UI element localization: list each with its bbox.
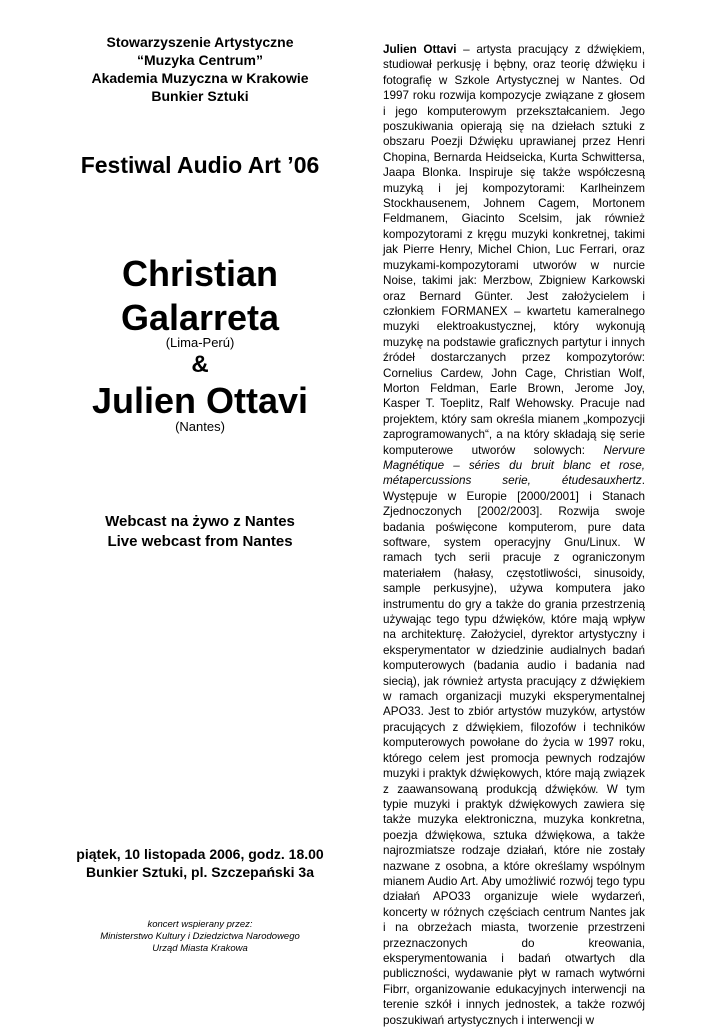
- organizers-block: [40, 33, 360, 105]
- artist-one-first-name: Christian: [121, 253, 279, 294]
- organizer-line-1: Stowarzyszenie Artystyczne: [106, 34, 294, 50]
- webcast-line-english: Live webcast from Nantes: [107, 533, 293, 550]
- bio-artist-name: Julien Ottavi: [383, 43, 457, 56]
- biography-column: [383, 42, 645, 1027]
- bio-text-part-1: – artysta pracujący z dźwiękiem, studiował perkusję i bębny, oraz teorię dźwięku i fotografię w Szkole Artystycznej w Nantes. Od 1997 roku rozwija kompozycje związane z głosem i jego komputerowym przekształcaniem. Jego poszukiwania opierają się na dziełach sztuki z obszaru Poezji Dźwięku uprawianej przez Henri Chopina, Bernarda Heidseicka, Kurta Schwittersa, Jaapa Blonka. Inspiruje się także współczesną muzyką i jej kompozytorami: Karlheinzem Stockhausenem, Johnem Cagem, Mortonem Feldmanem, Giacinto Scelsim, jak również kompozytorami z kręgu muzyki konkretnej, takimi jak Pierre Henry, Michel Chion, Luc Ferrari, oraz muzykami-kompozytorami utworów w nurcie Noise, takimi jak: Merzbow, Zbigniew Karkowski oraz Bernard Günter. Jest założycielem i członkiem FORMANEX – kwartetu kameralnego muzyki elektroakustycznej, który wykonują muzykę na podstawie graficznych partytur i innych źródeł dostarczanych przez kompozytorów: Cornelius Cardew, John Cage, Christian Wolf, Morton Feldman, Earle Brown, Jerome Joy, Kasper T. Toeplitz, Ralf Wehowsky. Pracuje nad projektem, który sam określa mianem „kompozycji zaprogramowanych“, a na który składają się serie komputerowe utworów solowych:: [383, 43, 645, 457]
- sponsors-heading: koncert wspierany przez:: [147, 919, 253, 930]
- artist-one-last-name: Galarreta: [120, 297, 280, 338]
- webcast-block: [40, 512, 360, 552]
- event-date: piątek, 10 listopada 2006, godz. 18.00: [76, 846, 324, 862]
- bio-series-titles: Nervure Magnétique – séries du bruit blanc et rose, métapercussions serie, étudesauxhertz: [383, 443, 645, 488]
- bio-text-part-2: . Występuje w Europie [2000/2001] i Stanach Zjednoczonych [2002/2003]. Rozwija swoje badania poświęcone komputerom, pure data software, system operacyjny Gnu/Linux. W ramach tych serii pracuje z ograniczonym materiałem (hałasy, częstotliwości, sinusoidy, sample perkusyjne), używa komputera jako instrumentu do gry a także do grania przestrzenią używając tego typu dźwięków, które mają wpływ na architekturę. Założyciel, dyrektor artystyczny i eksperymentator w dziedzinie audialnych badań komputerowych (badania audio i badania nad siecią), jak również artysta pracujący z dźwiękiem w ramach organizacji muzyki eksperymentalnej APO33. Jest to zbiór artystów muzyków, artystów pracujących z dźwiękiem, filozofów i techników komputerowych powołane do życia w 1997 roku, którego celem jest promocja pewnych rodzajów muzyki i praktyk dźwiękowych, które mają związek z zaawansowaną produkcją dźwięków. W tym typie muzyki i praktyk dźwiękowych zawiera się także muzyka elektroniczna, muzyka konkretna, poezja dźwiękowa, sztuka dźwiękowa, a także najrozmiatsze rodzaje działań, które nie zostały nazwane z osobna, a które określamy wspólnym mianem Audio Art. Aby umożliwić rozwój tego typu działań APO33 organizuje wiele wydarzeń, koncerty w różnych częściach centrum Nantes jak i na obrzeżach miasta, tworzenie przestrzeni przeznaczonych do kreowania, eksperymentowania i badań otwartych dla publiczności, wydawanie płyt w ramach wytwórni Fibrr, organizowanie edukacyjnych interwencji na terenie szkół i innych jednostek, a także rozwój poszukiwań artystycznych i interwencji w: [383, 474, 645, 1027]
- sponsor-ministry: Ministerstwo Kultury i Dziedzictwa Narodowego: [100, 931, 300, 942]
- festival-title: Festiwal Audio Art ’06: [80, 152, 320, 178]
- sponsor-city: Urząd Miasta Krakowa: [152, 943, 248, 954]
- artist-one-name: [40, 252, 360, 340]
- organizer-line-4: Bunkier Sztuki: [151, 88, 249, 104]
- event-venue: Bunkier Sztuki, pl. Szczepański 3a: [86, 864, 314, 880]
- artist-two-name: Julien Ottavi: [91, 380, 309, 421]
- biography-text: [383, 42, 645, 1028]
- webcast-line-polish: Webcast na żywo z Nantes: [105, 513, 295, 530]
- organizer-line-2: “Muzyka Centrum”: [136, 52, 264, 68]
- organizer-line-3: Akademia Muzyczna w Krakowie: [91, 70, 309, 86]
- sponsors-block: [40, 919, 360, 955]
- event-details: [40, 845, 360, 881]
- ampersand: &: [191, 351, 209, 378]
- artist-one-origin: (Lima-Perú): [165, 335, 235, 350]
- artist-two-origin: (Nantes): [175, 419, 225, 434]
